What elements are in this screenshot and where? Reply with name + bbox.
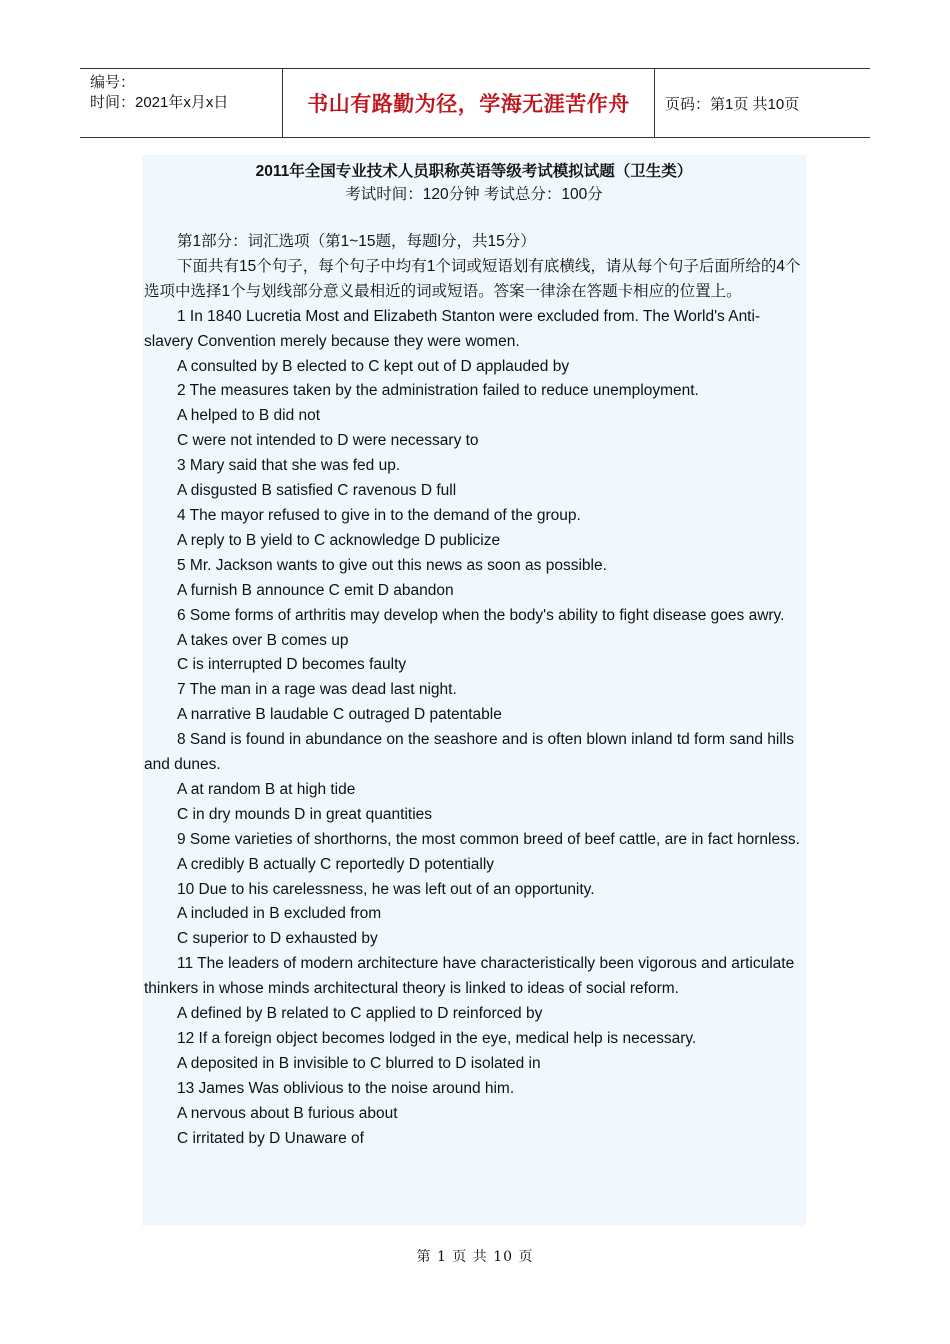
document-paragraph: C were not intended to D were necessary to	[177, 432, 479, 450]
document-paragraph: 4 The mayor refused to give in to the demand of the group.	[177, 506, 581, 524]
document-paragraph: A defined by B related to C applied to D reinforced by	[177, 1005, 543, 1023]
document-paragraph: A reply to B yield to C acknowledge D publicize	[177, 531, 501, 549]
document-paragraph: 9 Some varieties of shorthorns, the most common breed of beef cattle, are in fact hornless.	[177, 830, 800, 848]
document-paragraph: A takes over B comes up	[177, 631, 349, 649]
document-paragraph: 第1部分：词汇选项（第1~15题，每题l分，共15分）	[177, 233, 536, 250]
header-page-info	[655, 69, 870, 137]
page-info-text: 页码：第1页 共10页	[665, 95, 800, 113]
document-paragraph: 2 The measures taken by the administration failed to reduce unemployment.	[177, 382, 699, 400]
page-footer: 第 1 页 共 10 页	[416, 1249, 534, 1265]
document-paragraph: 8 Sand is found in abundance on the seashore and is often blown inland td form sand hills and dunes.	[144, 731, 794, 774]
document-paragraph: A included in B excluded from	[177, 905, 382, 923]
document-paragraph: A helped to B did not	[177, 407, 321, 425]
document-paragraph: 3 Mary said that she was fed up.	[177, 457, 401, 475]
motto-text: 书山有路勤为径，学海无涯苦作舟	[307, 92, 630, 116]
document-paragraph: A disgusted B satisfied C ravenous D full	[177, 482, 457, 500]
document-paragraph: 5 Mr. Jackson wants to give out this news as soon as possible.	[177, 556, 607, 574]
document-body	[144, 230, 804, 1152]
document-paragraph: A credibly B actually C reportedly D potentially	[177, 855, 495, 873]
document-paragraph: A nervous about B furious about	[177, 1104, 398, 1122]
document-paragraph: C is interrupted D becomes faulty	[177, 656, 407, 674]
document-paragraph: 下面共有15个句子，每个句子中均有1个词或短语划有底横线，请从每个句子后面所给的4个选项中选择1个与划线部分意义最相近的词或短语。答案一律涂在答题卡相应的位置上。	[144, 257, 801, 300]
document-paragraph: A deposited in B invisible to C blurred to D isolated in	[177, 1054, 541, 1072]
document-paragraph: 12 If a foreign object becomes lodged in the eye, medical help is necessary.	[177, 1030, 697, 1047]
document-paragraph: 11 The leaders of modern architecture have characteristically been vigorous and articulate thinkers in whose minds architectural theory is linked to ideas of social reform.	[144, 955, 795, 998]
document-paragraph: A consulted by B elected to C kept out of D applauded by	[177, 357, 570, 375]
document-paragraph: A furnish B announce C emit D abandon	[177, 581, 454, 599]
document-paragraph: 10 Due to his carelessness, he was left out of an opportunity.	[177, 880, 595, 898]
document-subtitle: 考试时间：120分钟 考试总分：100分	[345, 186, 603, 203]
document-content	[142, 155, 806, 1226]
header-meta	[80, 69, 282, 137]
document-paragraph: A narrative B laudable C outraged D patentable	[177, 706, 502, 724]
document-paragraph: 7 The man in a rage was dead last night.	[177, 681, 457, 699]
document-paragraph: 6 Some forms of arthritis may develop when the body's ability to fight disease goes awry.	[177, 606, 785, 624]
document-paragraph: A at random B at high tide	[177, 780, 356, 798]
page-header	[80, 68, 870, 138]
header-motto-cell	[282, 69, 655, 137]
document-paragraph: C superior to D exhausted by	[177, 930, 378, 948]
number-label: 编号：	[90, 74, 136, 91]
document-paragraph: 1 In 1840 Lucretia Most and Elizabeth Stanton were excluded from. The World's Anti-slavery Convention merely because they were women.	[144, 307, 761, 350]
document-paragraph: 13 James Was oblivious to the noise around him.	[177, 1079, 515, 1097]
time-label: 时间：2021年x月x日	[90, 94, 229, 111]
document-paragraph: C in dry mounds D in great quantities	[177, 805, 433, 823]
document-paragraph: C irritated by D Unaware of	[177, 1129, 364, 1147]
document-title: 2011年全国专业技术人员职称英语等级考试模拟试题（卫生类）	[255, 163, 693, 180]
